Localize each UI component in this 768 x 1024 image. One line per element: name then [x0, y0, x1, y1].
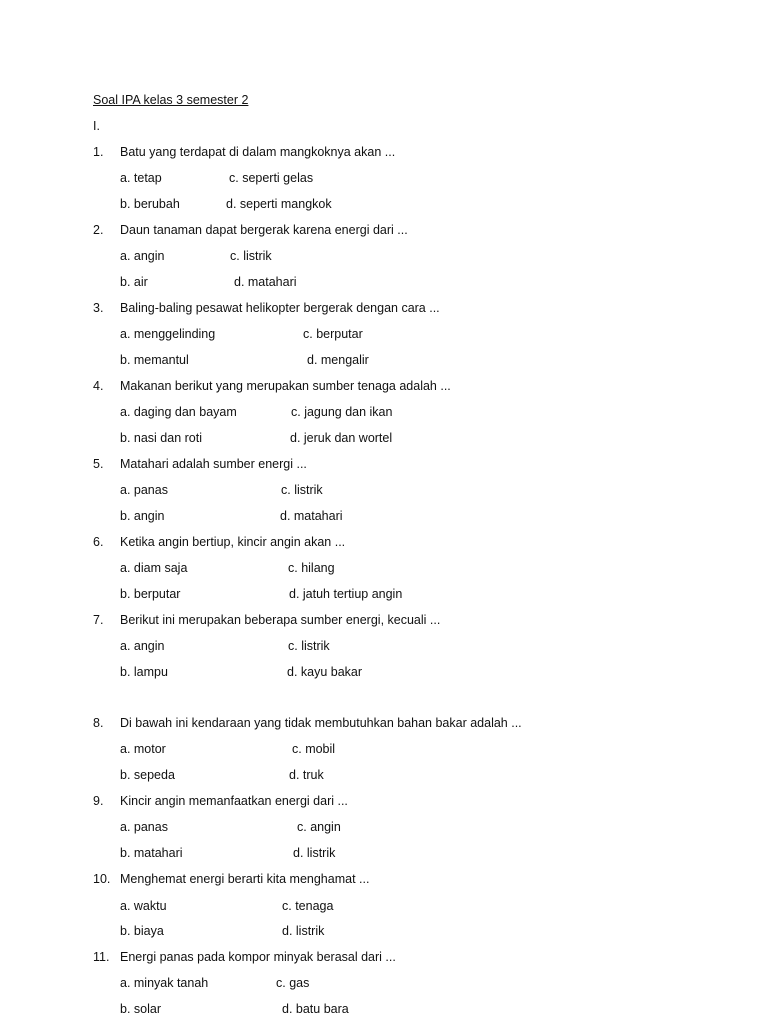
question-number: 9.	[93, 794, 104, 808]
option-d: d. matahari	[234, 275, 297, 289]
option-a: a. daging dan bayam	[120, 405, 237, 419]
option-c: c. seperti gelas	[229, 171, 314, 185]
question-number: 4.	[93, 379, 104, 393]
page-title: Soal IPA kelas 3 semester 2	[93, 93, 249, 107]
question-number: 10.	[93, 872, 111, 886]
option-b: b. nasi dan roti	[120, 431, 202, 445]
option-a: a. panas	[120, 820, 168, 834]
option-a: a. angin	[120, 249, 165, 263]
option-a: a. minyak tanah	[120, 976, 209, 990]
option-b: b. memantul	[120, 353, 189, 367]
option-c: c. gas	[276, 976, 310, 990]
question-text: Menghemat energi berarti kita menghamat ...	[120, 872, 370, 886]
question-number: 1.	[93, 145, 104, 159]
question-number: 7.	[93, 613, 104, 627]
option-b: b. angin	[120, 509, 165, 523]
question-text: Makanan berikut yang merupakan sumber tenaga adalah ...	[120, 379, 451, 393]
question-text: Daun tanaman dapat bergerak karena energi dari ...	[120, 223, 408, 237]
option-a: a. motor	[120, 742, 166, 756]
option-b: b. matahari	[120, 846, 183, 860]
option-a: a. angin	[120, 639, 165, 653]
question-number: 6.	[93, 535, 104, 549]
option-b: b. solar	[120, 1002, 161, 1016]
option-d: d. matahari	[280, 509, 343, 523]
option-a: a. diam saja	[120, 561, 188, 575]
question-number: 5.	[93, 457, 104, 471]
option-d: d. listrik	[293, 846, 336, 860]
option-a: a. panas	[120, 483, 168, 497]
option-c: c. listrik	[230, 249, 272, 263]
option-c: c. tenaga	[282, 899, 334, 913]
option-b: b. lampu	[120, 665, 168, 679]
question-text: Di bawah ini kendaraan yang tidak membutuhkan bahan bakar adalah ...	[120, 716, 522, 730]
option-c: c. listrik	[281, 483, 323, 497]
option-c: c. listrik	[288, 639, 330, 653]
option-b: b. air	[120, 275, 148, 289]
option-d: d. truk	[289, 768, 324, 782]
option-b: b. biaya	[120, 924, 164, 938]
option-c: c. berputar	[303, 327, 363, 341]
question-text: Berikut ini merupakan beberapa sumber energi, kecuali ...	[120, 613, 441, 627]
option-c: c. hilang	[288, 561, 335, 575]
option-c: c. jagung dan ikan	[291, 405, 393, 419]
section-label: I.	[93, 119, 100, 133]
question-text: Ketika angin bertiup, kincir angin akan ...	[120, 535, 346, 549]
option-d: d. kayu bakar	[287, 665, 363, 679]
option-a: a. waktu	[120, 899, 167, 913]
option-a: a. tetap	[120, 171, 162, 185]
option-c: c. mobil	[292, 742, 336, 756]
option-d: d. mengalir	[307, 353, 369, 367]
option-d: d. batu bara	[282, 1002, 349, 1016]
option-d: d. seperti mangkok	[226, 197, 332, 211]
question-number: 11.	[93, 950, 110, 964]
option-b: b. berputar	[120, 587, 181, 601]
option-b: b. berubah	[120, 197, 180, 211]
question-number: 2.	[93, 223, 104, 237]
question-text: Matahari adalah sumber energi ...	[120, 457, 307, 471]
option-b: b. sepeda	[120, 768, 175, 782]
option-c: c. angin	[297, 820, 341, 834]
option-d: d. jeruk dan wortel	[290, 431, 393, 445]
option-a: a. menggelinding	[120, 327, 216, 341]
option-d: d. jatuh tertiup angin	[289, 587, 403, 601]
question-text: Baling-baling pesawat helikopter bergerak dengan cara ...	[120, 301, 440, 315]
question-text: Kincir angin memanfaatkan energi dari ...	[120, 794, 348, 808]
question-text: Batu yang terdapat di dalam mangkoknya akan ...	[120, 145, 396, 159]
question-number: 3.	[93, 301, 104, 315]
question-number: 8.	[93, 716, 104, 730]
question-text: Energi panas pada kompor minyak berasal dari ...	[120, 950, 396, 964]
option-d: d. listrik	[282, 924, 325, 938]
